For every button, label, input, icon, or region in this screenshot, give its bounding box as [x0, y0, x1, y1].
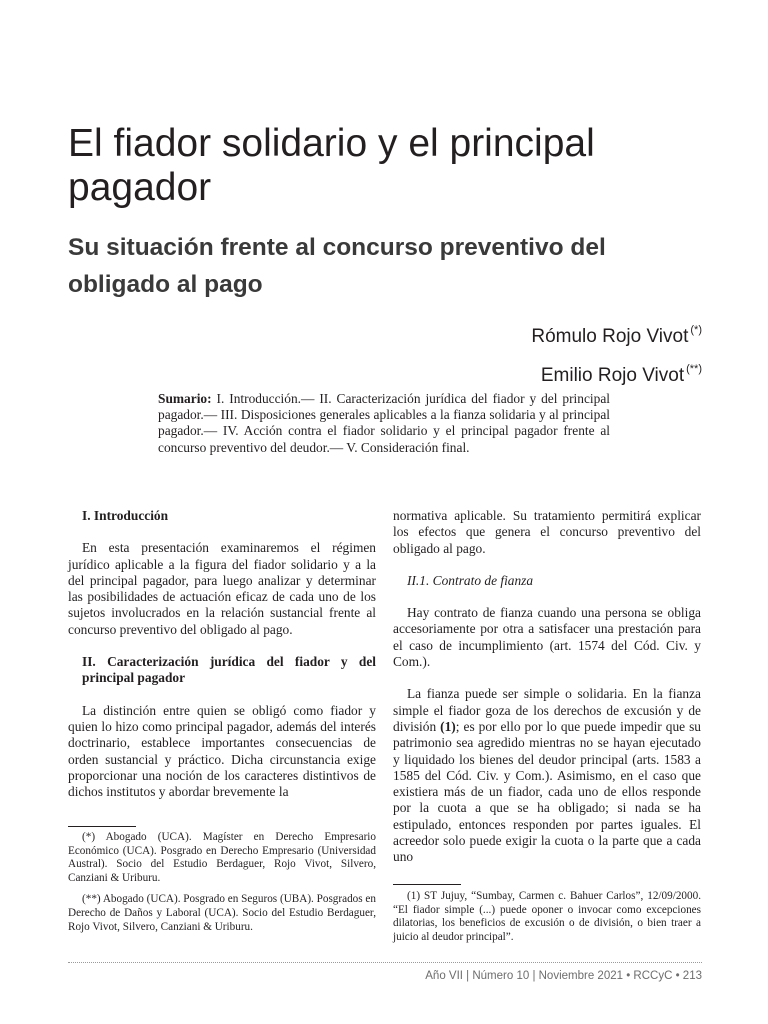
paragraph-text: La fianza puede ser simple o solidaria. En la fianza simple el fiador goza de los derechos de excusión y de división	[393, 686, 701, 734]
section-heading: I. Introducción	[82, 508, 169, 523]
section-heading: II. Caracterización jurídica del fiador y del principal pagador	[82, 654, 376, 686]
footnote-reference[interactable]: (1)	[440, 718, 456, 734]
summary-label: Sumario:	[158, 391, 212, 406]
summary-text: I. Introducción.— II. Caracterización jurídica del fiador y del principal pagador.— III. Disposiciones generales aplicables a la fianza solidaria y al principal pagador.— IV. Acción contra el fiador solidario y el principal pagador frente al concurso preventivo del deudor.— V. Consideración final.	[158, 391, 610, 455]
paragraph: La distinción entre quien se obligó como fiador y quien lo hizo como principal pagador, además del interés doctrinario, establece importantes consecuencias de orden sustancial y práctico. Dicha circunstancia exige proporcionar una noción de los caracteres distintivos de dichos institutos y abordar brevemente la	[68, 702, 376, 800]
article-title: El fiador solidario y el principal pagador	[68, 122, 595, 209]
footnote: (*) Abogado (UCA). Magíster en Derecho Empresario Económico (UCA). Posgrado en Derecho Empresario (Universidad Austral). Socio del Estudio Berdaguer, Rojo Vivot, Silvero, Canziani & Uriburu.	[68, 831, 376, 884]
paragraph: En esta presentación examinaremos el régimen jurídico aplicable a la figura del fiador solidario y a la del principal pagador, para luego analizar y determinar las posibilidades de actuación eficaz de cada uno de los sujetos involucrados en la relación sustancial frente al concurso preventivo del obligado al pago.	[68, 540, 376, 637]
article-subtitle: Su situación frente al concurso preventivo del obligado al pago	[68, 234, 606, 298]
page-footer: Año VII | Número 10 | Noviembre 2021 • RCCyC • 213	[425, 970, 702, 982]
footnote-rule	[68, 826, 136, 827]
footnote-rule	[393, 884, 461, 885]
author-name: Rómulo Rojo Vivot	[531, 326, 689, 347]
footnote: (1) ST Jujuy, “Sumbay, Carmen c. Bahuer Carlos”, 12/09/2000. “El fiador simple (...) puede oponer o invocar como excepciones dilatorias, los beneficios de excusión o de división, o bien traer a juicio al deudor principal”.	[393, 890, 701, 943]
paragraph: normativa aplicable. Su tratamiento permitirá explicar los efectos que genera el concurso preventivo del obligado al pago.	[393, 508, 701, 556]
footnotes-left	[68, 831, 376, 942]
right-column	[393, 508, 701, 866]
author-footnote-mark: (*)	[690, 324, 702, 336]
summary-block	[158, 391, 610, 456]
author-footnote-mark: (**)	[686, 363, 702, 375]
left-column	[68, 508, 376, 800]
authors-block	[531, 314, 702, 392]
author-line	[531, 314, 702, 353]
author-line	[531, 353, 702, 392]
footnotes-right	[393, 890, 701, 952]
paragraph	[393, 686, 701, 865]
footnote: (**) Abogado (UCA). Posgrado en Seguros (UBA). Posgrados en Derecho de Daños y Laboral (UCA). Socio del Estudio Berdaguer, Rojo Vivot, Silvero, Canziani & Uriburu.	[68, 893, 376, 933]
paragraph-text: ; es por ello por lo que puede impedir que su patrimonio sea agredido mientras no se hayan ejecutado y liquidado los bienes del deudor principal (arts. 1583 a 1585 del Cód. Civ. y Com.). Asimismo, en el caso que existiera más de un fiador, cada uno de ellos responde por la cuota a que se ha obligado; si nada se ha estipulado, entonces responden por partes iguales. El acreedor solo puede exigir la cuota o la parte que a cada uno	[393, 718, 701, 865]
paragraph: Hay contrato de fianza cuando una persona se obliga accesoriamente por otra a satisfacer una prestación para el caso de incumplimiento (art. 1574 del Cód. Civ. y Com.).	[393, 605, 701, 670]
author-name: Emilio Rojo Vivot	[540, 365, 685, 386]
footer-divider	[68, 962, 702, 963]
subsection-heading: II.1. Contrato de fianza	[407, 572, 534, 588]
